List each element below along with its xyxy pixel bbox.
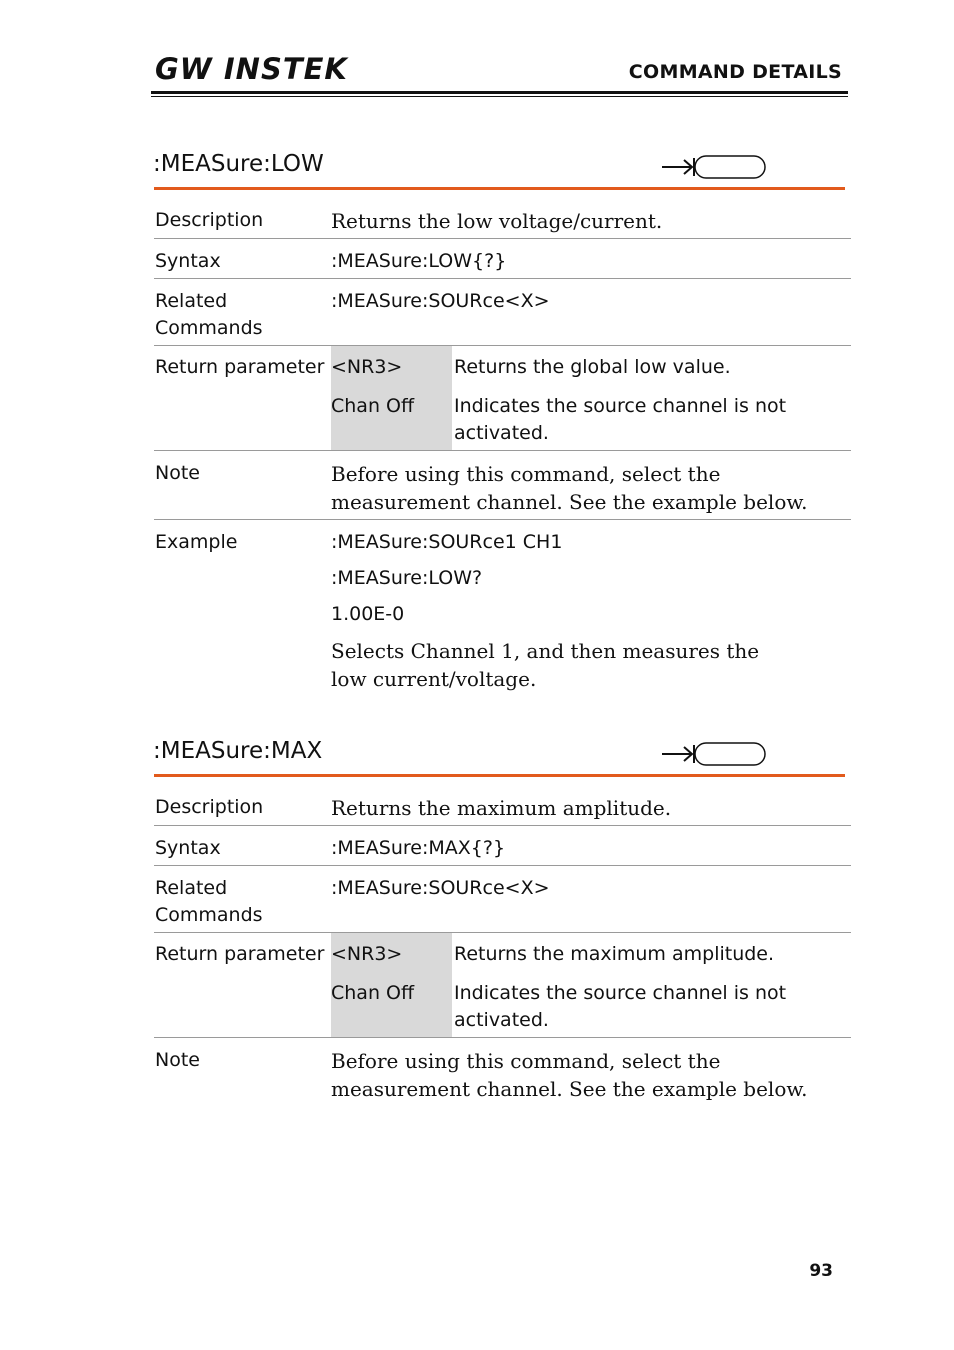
note-text: Before using this command, select the measurement channel. See the example below. [331,1049,808,1101]
return-description: Indicates the source channel is not activated. [454,395,787,444]
note-label: Note [155,462,200,484]
row-divider [154,345,851,346]
row-divider [154,932,851,933]
return-description: Indicates the source channel is not activated. [454,982,787,1031]
example-line: 1.00E-0 [331,603,405,625]
return-parameter-label: Return parameter [155,943,325,965]
return-value: <NR3> [331,356,403,378]
related-commands: :MEASure:SOURce<X> [331,290,550,312]
header-rule [151,91,848,97]
return-value: <NR3> [331,943,403,965]
description-text: Returns the maximum amplitude. [331,796,672,820]
syntax-label: Syntax [155,837,221,859]
note-text: Before using this command, select the measurement channel. See the example below. [331,462,808,514]
related-label-2: Commands [155,317,263,339]
row-divider [154,450,851,451]
example-line: :MEASure:SOURce1 CH1 [331,531,563,553]
row-divider [154,825,851,826]
example-explanation: Selects Channel 1, and then measures the low current/voltage. [331,639,760,691]
return-value: Chan Off [331,395,415,417]
description-label: Description [155,209,264,231]
related-label: Related [155,877,228,899]
related-label-2: Commands [155,904,263,926]
description-label: Description [155,796,264,818]
row-divider [154,278,851,279]
syntax-text: :MEASure:LOW{?} [331,250,507,272]
section-title: COMMAND DETAILS [628,61,842,83]
return-parameter-label: Return parameter [155,356,325,378]
page-number: 93 [809,1261,833,1281]
syntax-label: Syntax [155,250,221,272]
syntax-text: :MEASure:MAX{?} [331,837,506,859]
example-label: Example [155,531,238,553]
return-value: Chan Off [331,982,415,1004]
row-divider [154,865,851,866]
query-arrow-icon [660,741,768,767]
row-divider [154,1037,851,1038]
query-arrow-icon [660,154,768,180]
row-divider [154,238,851,239]
note-label: Note [155,1049,200,1071]
description-text: Returns the low voltage/current. [331,209,663,233]
example-line: :MEASure:LOW? [331,567,483,589]
row-divider [154,519,851,520]
return-description: Returns the maximum amplitude. [454,943,775,965]
command-title-max: :MEASure:MAX [153,738,323,764]
related-commands: :MEASure:SOURce<X> [331,877,550,899]
command-title-low: :MEASure:LOW [153,151,324,177]
return-description: Returns the global low value. [454,356,731,378]
related-label: Related [155,290,228,312]
command-underline [154,187,845,190]
gw-instek-logo: GW INSTEK [155,52,348,86]
command-underline [154,774,845,777]
